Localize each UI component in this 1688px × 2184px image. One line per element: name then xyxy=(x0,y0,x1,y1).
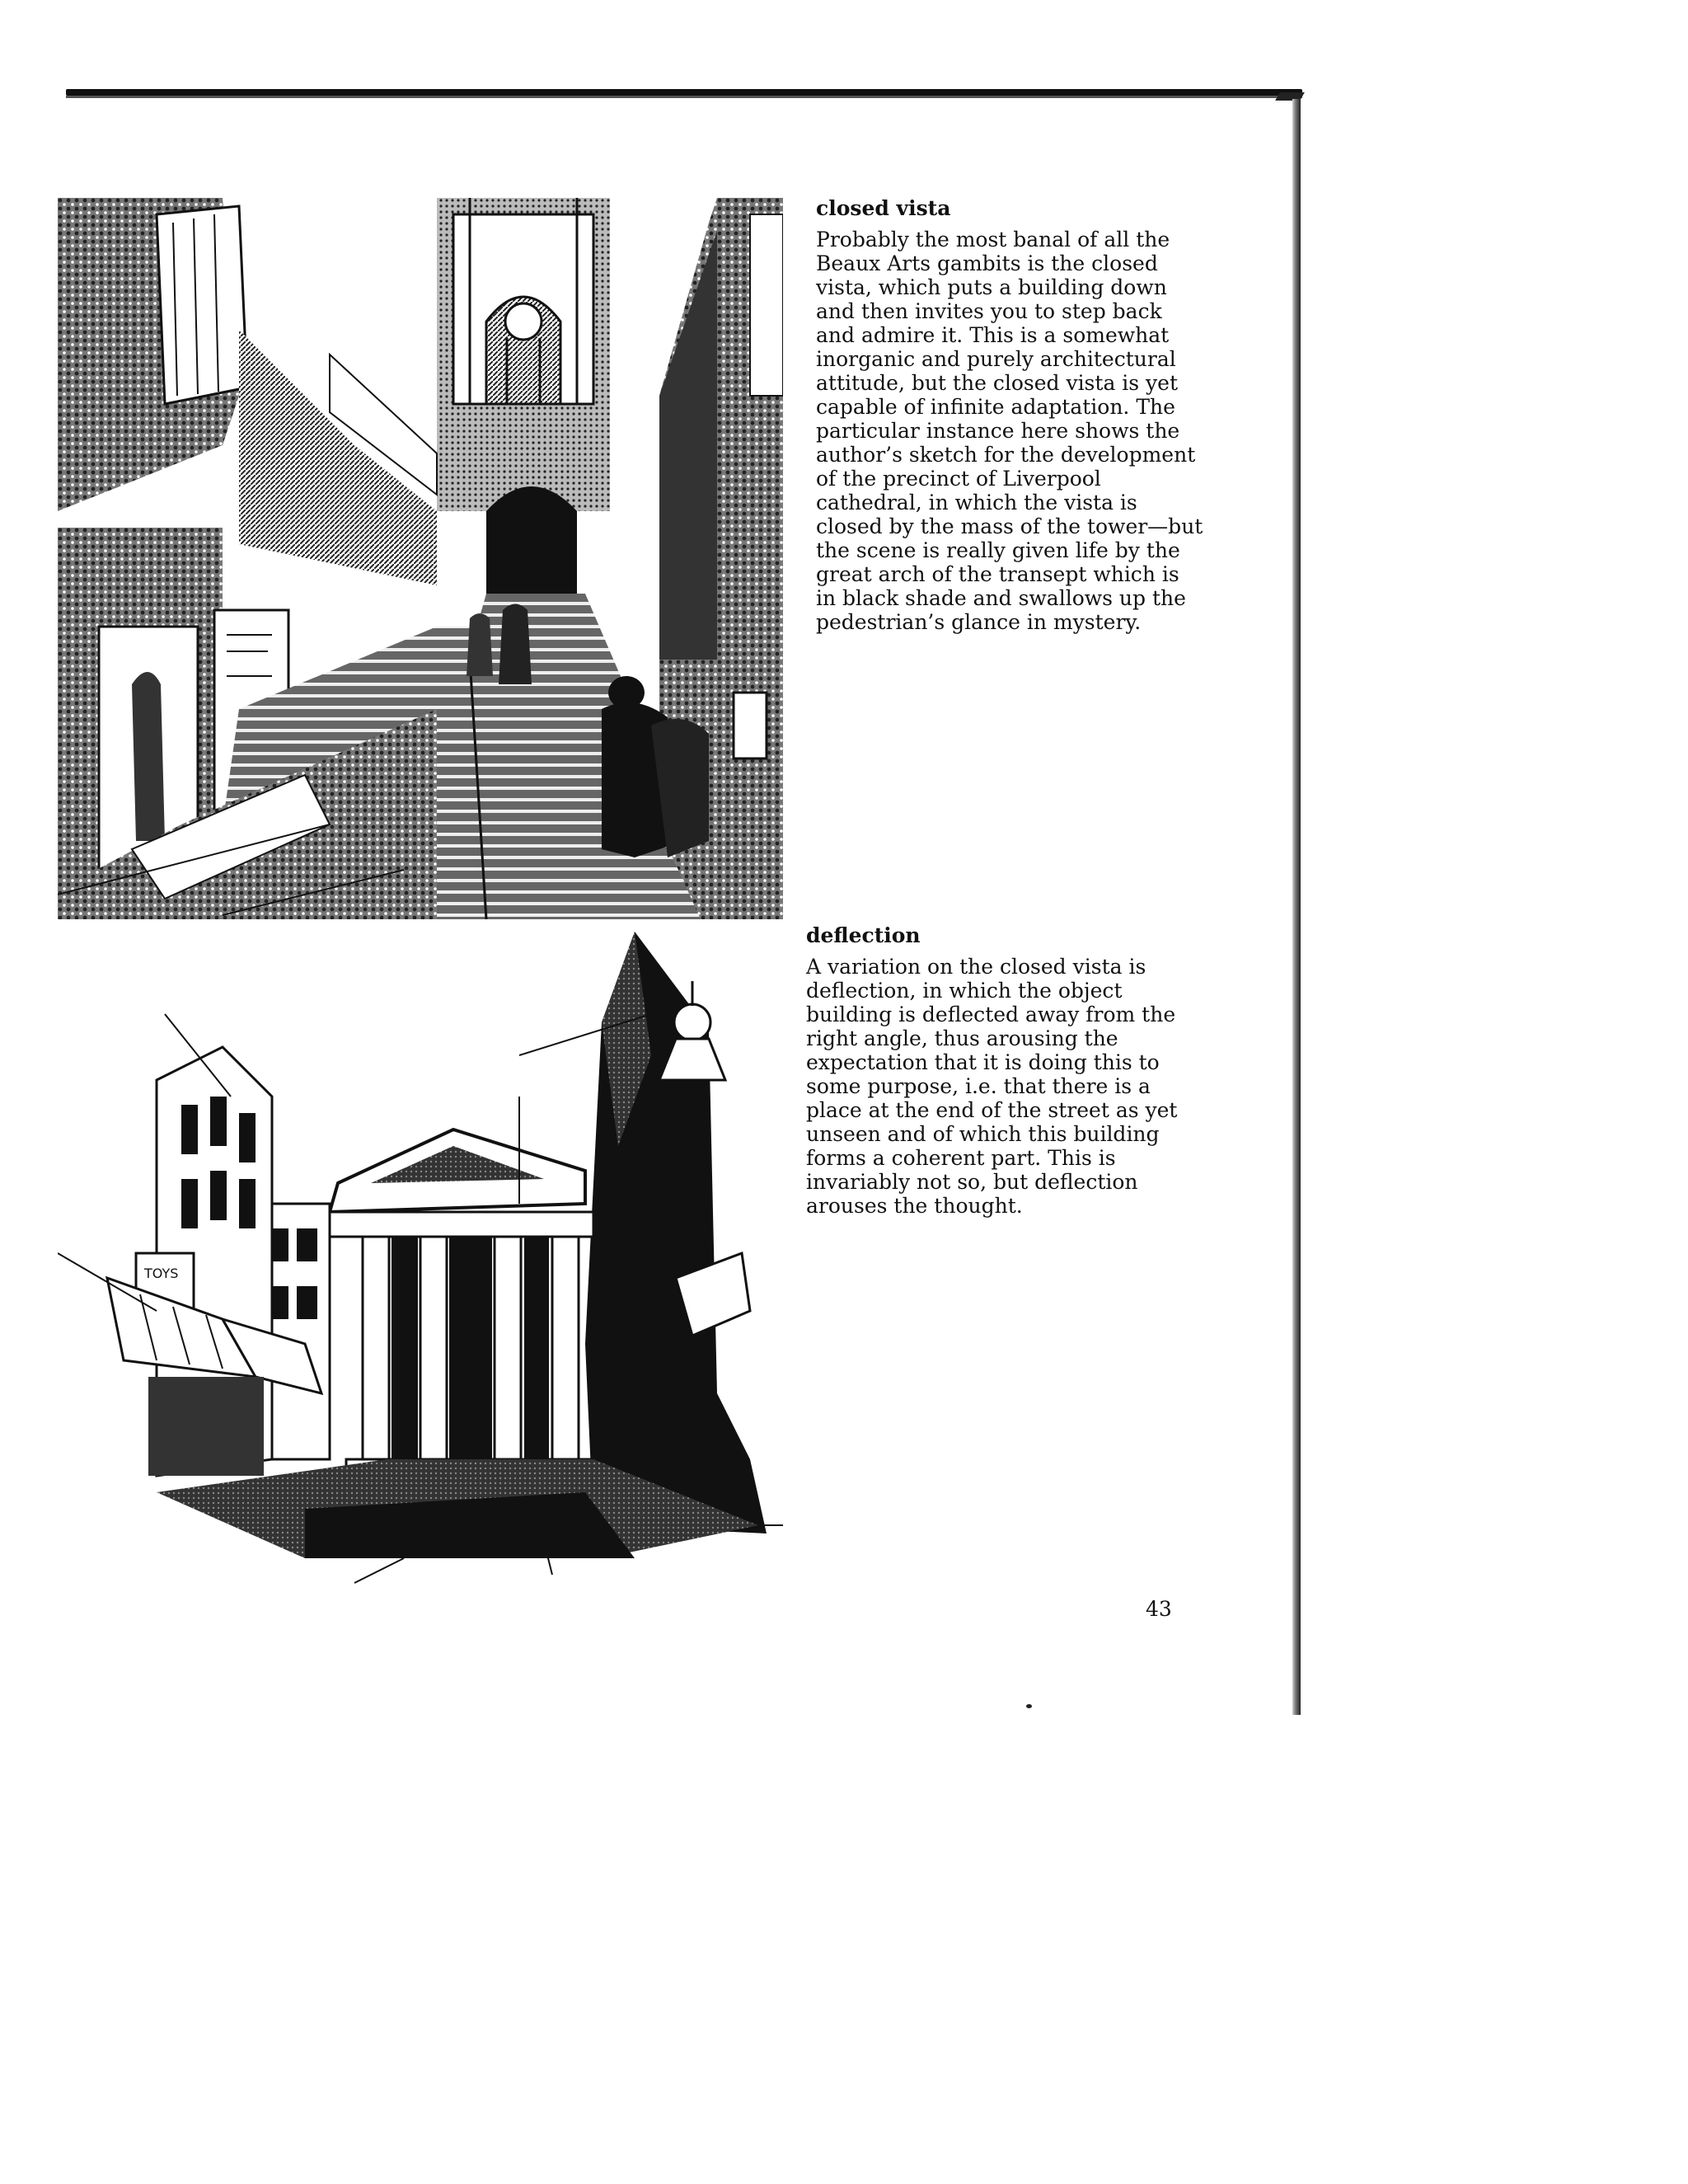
top-rule xyxy=(66,89,1302,96)
ink-speck xyxy=(1026,1704,1032,1708)
page-number: 43 xyxy=(1146,1597,1172,1621)
portico-street-sketch xyxy=(58,932,783,1591)
deflection-heading: deflection xyxy=(806,923,921,947)
closed-vista-section xyxy=(816,196,1203,634)
deflection-body: A variation on the closed vista is deflection, in which the object building is deflected away from the right angle, thus arousing the expectation that it is doing this to some purpose, i.e. that there is a place at the end of the street as yet unseen and of which this building forms a coherent part. This is invariably not so, but deflection arouses the thought. xyxy=(806,955,1178,1218)
page-edge-shadow xyxy=(1292,99,1301,1715)
portico-street-sketch-icon xyxy=(58,932,783,1591)
cathedral-steps-sketch-icon xyxy=(58,198,783,919)
closed-vista-body: Probably the most banal of all the Beaux Arts gambits is the closed vista, which puts a building down and then invites you to step back and admire it. This is a somewhat inorganic and purely architectural attitude, but the closed vista is yet capable of infinite adaptation. The particular instance here shows the author’s sketch for the development of the precinct of Liverpool cathedral, in which the vista is closed by the mass of the tower—but the scene is really given life by the great arch of the transept which is in black shade and swallows up the pedestrian’s glance in mystery. xyxy=(816,228,1203,634)
closed-vista-heading: closed vista xyxy=(816,196,951,220)
top-rule-shadow xyxy=(66,96,1302,98)
deflection-section xyxy=(806,923,1193,1218)
shop-sign-text: TOYS xyxy=(144,1266,179,1281)
cathedral-steps-sketch xyxy=(58,198,783,919)
